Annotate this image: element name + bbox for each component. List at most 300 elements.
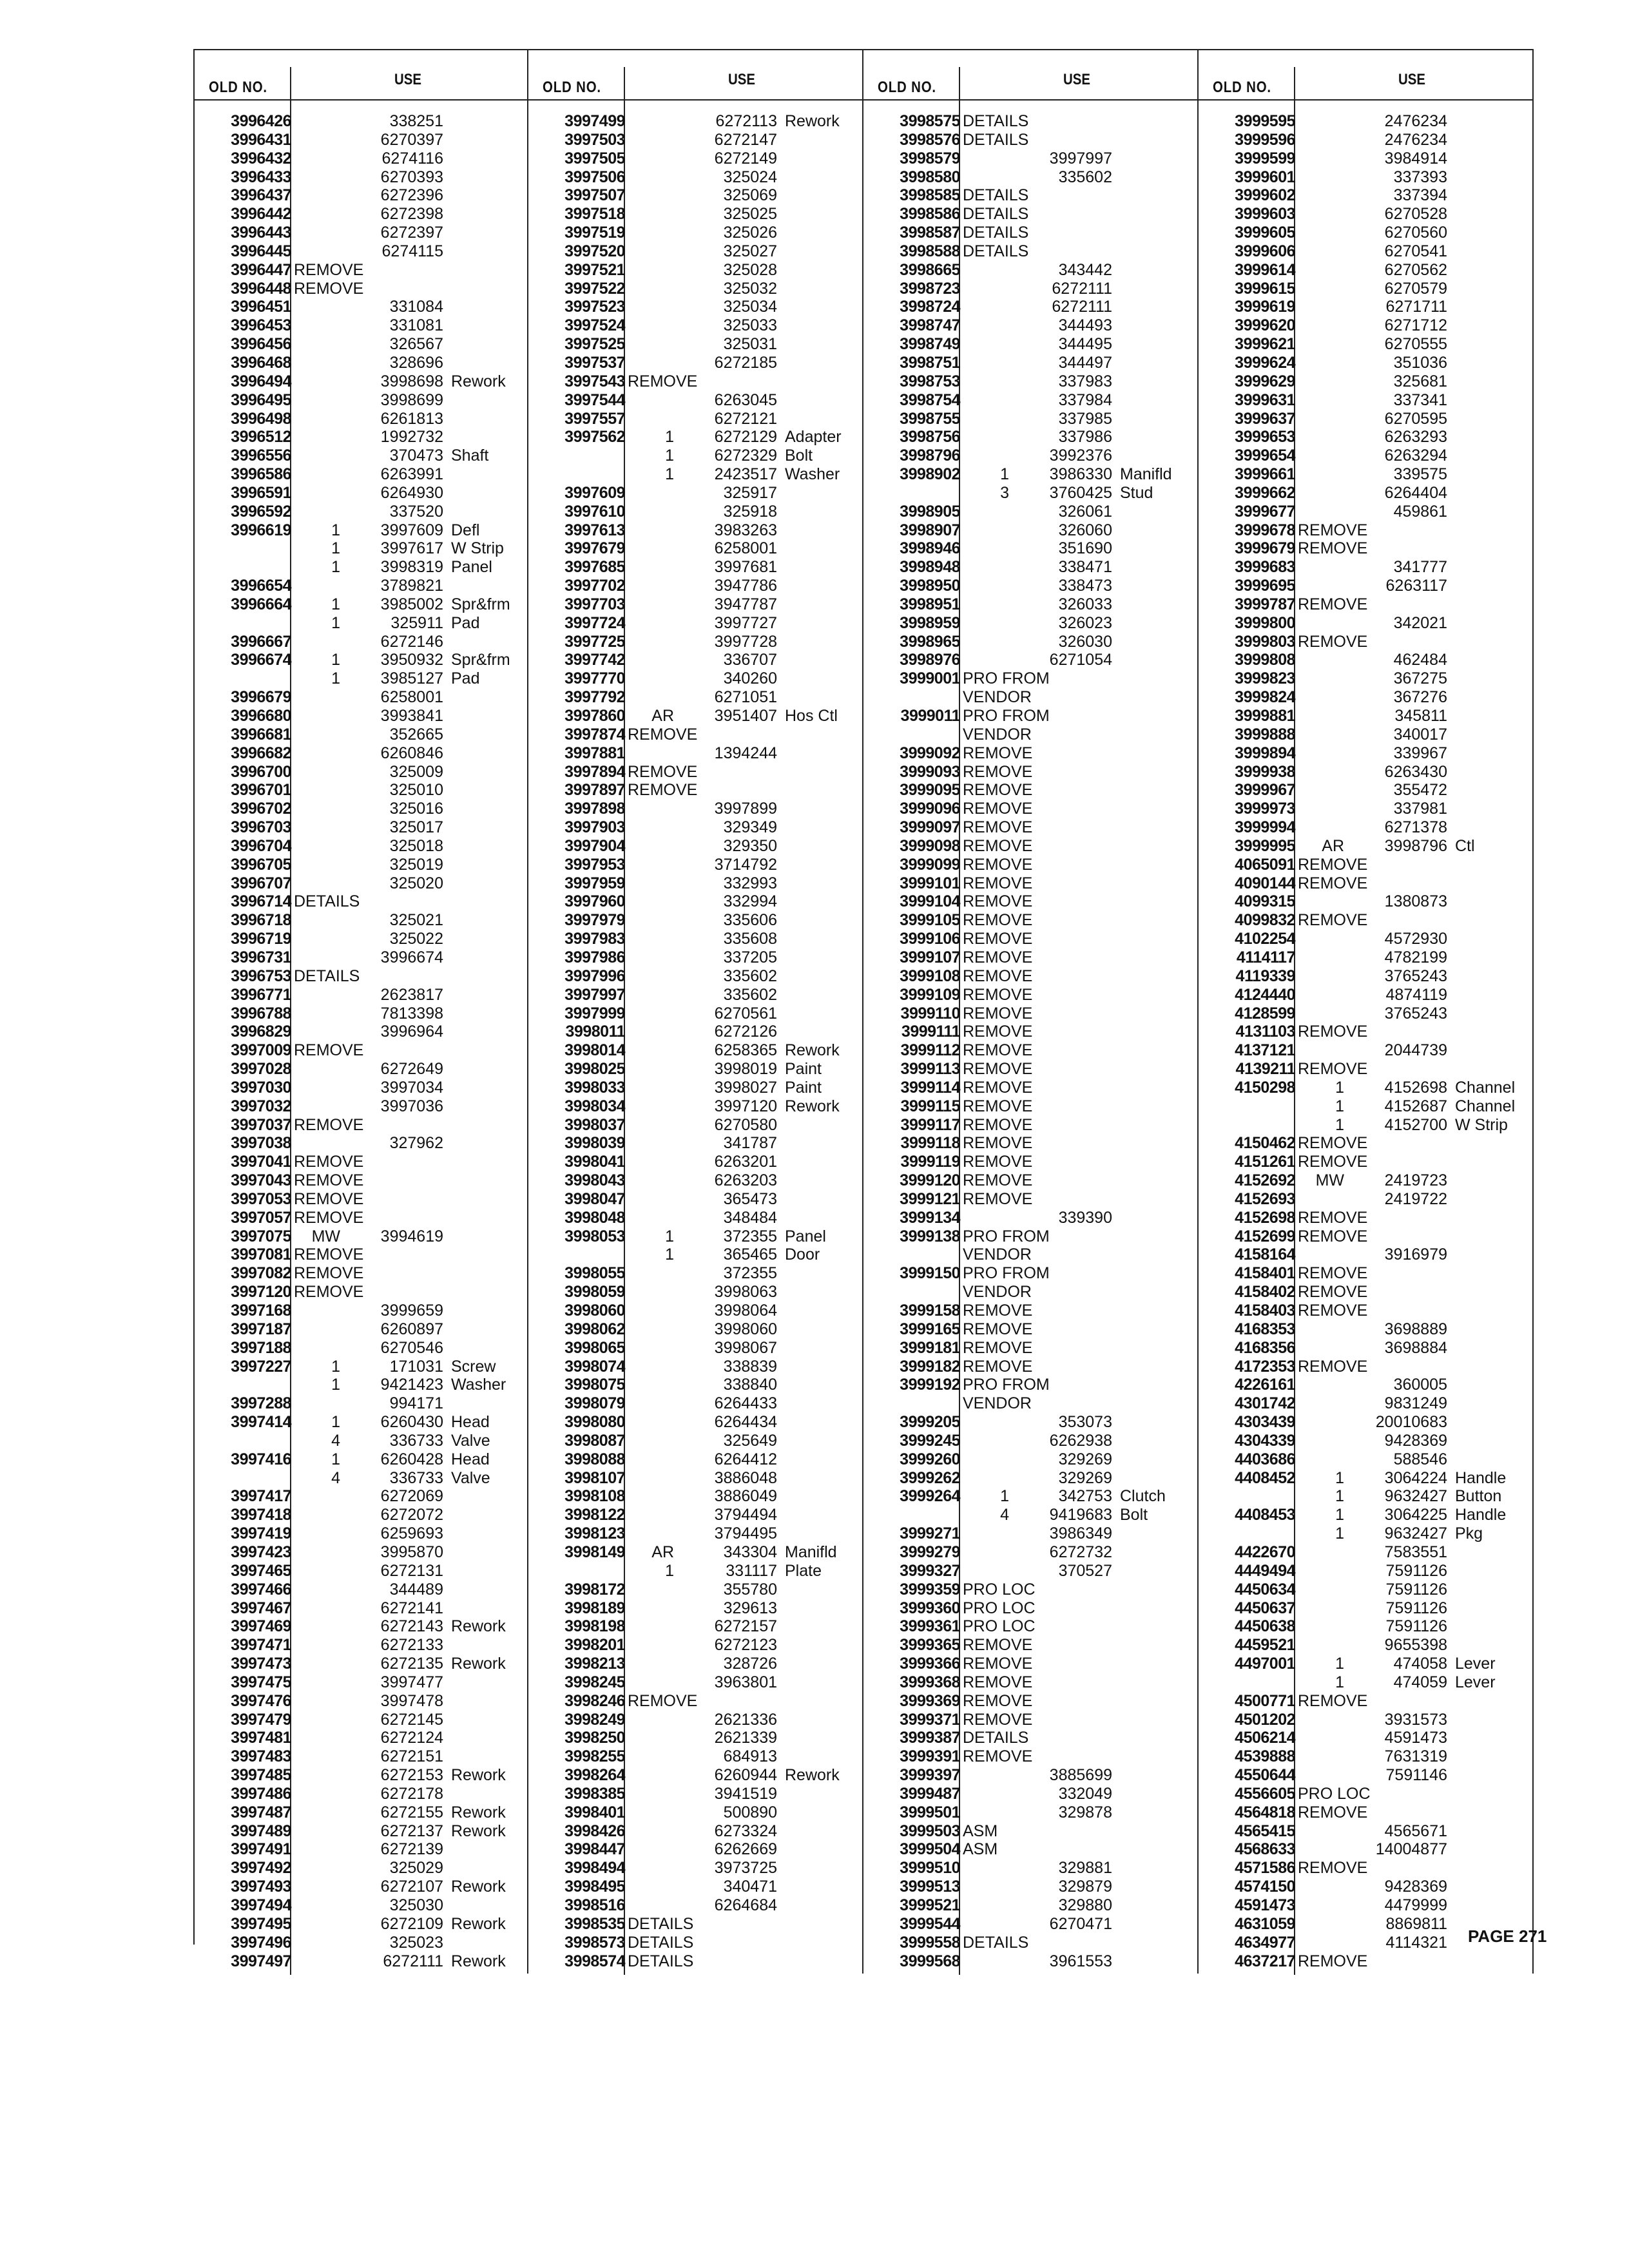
table-row	[195, 669, 528, 688]
old-number: 3998756	[900, 428, 960, 447]
old-number: 3999823	[1235, 669, 1295, 688]
old-number: 3999097	[900, 818, 960, 837]
old-number: 3997499	[564, 112, 625, 130]
status-text: REMOVE	[628, 725, 698, 744]
table-row	[1199, 1655, 1534, 1673]
old-number: 3997557	[564, 409, 625, 428]
table-row	[1199, 1581, 1534, 1599]
table-row	[1199, 948, 1534, 967]
old-number: 4450637	[1235, 1599, 1295, 1617]
use-number: 6270397	[380, 130, 443, 149]
table-row	[863, 242, 1199, 261]
old-number: 3999603	[1235, 205, 1295, 224]
old-number: 4574150	[1235, 1878, 1295, 1896]
old-number: 4150298	[1235, 1078, 1295, 1097]
status-text: REMOVE	[963, 1060, 1033, 1079]
old-number: 3999397	[900, 1766, 960, 1785]
old-number: 3998039	[564, 1134, 625, 1153]
table-row	[195, 280, 528, 298]
table-row	[528, 428, 863, 447]
table-row	[1199, 280, 1534, 298]
old-number: 3997120	[231, 1283, 291, 1302]
table-row	[195, 1358, 528, 1376]
table-row	[1199, 186, 1534, 205]
table-row	[195, 1060, 528, 1079]
use-number: 6271712	[1384, 316, 1447, 335]
status-text: REMOVE	[963, 1041, 1033, 1060]
use-number: 9831249	[1384, 1394, 1447, 1413]
old-number: 3999391	[900, 1747, 960, 1766]
old-number: 3998585	[900, 186, 960, 205]
use-number: 328696	[389, 353, 443, 372]
old-number: 3999192	[900, 1376, 960, 1394]
table-row	[863, 1766, 1199, 1785]
table-row	[1199, 1079, 1534, 1097]
old-number: 3996445	[231, 242, 291, 260]
use-number: 3997997	[1049, 149, 1112, 168]
table-row	[863, 1376, 1199, 1394]
old-number: 4158164	[1235, 1245, 1295, 1264]
old-number: 3996731	[231, 948, 291, 966]
table-column-3	[863, 50, 1199, 1970]
table-row	[528, 781, 863, 800]
table-row	[1199, 1320, 1534, 1339]
table-row	[1199, 1562, 1534, 1581]
use-number: 325032	[723, 279, 777, 298]
table-row	[863, 1673, 1199, 1692]
old-number: 3998060	[564, 1302, 625, 1320]
table-row	[528, 1394, 863, 1413]
table-row	[863, 1060, 1199, 1079]
old-number: 3998059	[564, 1283, 625, 1302]
quantity: 1	[665, 428, 674, 447]
use-number: 7591146	[1385, 1766, 1447, 1785]
table-row	[195, 837, 528, 856]
old-number: 3997168	[231, 1302, 291, 1320]
status-text: REMOVE	[1298, 1952, 1368, 1970]
use-number: 6272135	[380, 1655, 443, 1673]
use-number: 3985002	[380, 595, 443, 613]
table-row	[528, 1264, 863, 1283]
table-row	[195, 1747, 528, 1766]
table-row	[528, 484, 863, 503]
old-number: 3999487	[900, 1784, 960, 1803]
old-number: 3997467	[231, 1599, 291, 1617]
old-number: 3999678	[1235, 521, 1295, 539]
use-number: 6270541	[1384, 242, 1447, 260]
use-number: 6263430	[1384, 762, 1447, 781]
use-number: 325020	[389, 874, 443, 892]
use-number: 335602	[723, 966, 777, 985]
table-row	[195, 186, 528, 205]
table-row	[528, 1878, 863, 1896]
table-row	[528, 595, 863, 614]
table-row	[528, 1896, 863, 1915]
old-number: 3996447	[231, 260, 291, 279]
table-row	[1199, 1209, 1534, 1227]
status-text: REMOVE	[1298, 539, 1368, 558]
table-row	[528, 1190, 863, 1209]
table-row	[528, 316, 863, 335]
use-number: 351036	[1393, 353, 1447, 372]
table-row	[528, 669, 863, 688]
use-number: 340471	[723, 1878, 777, 1896]
use-number: 325022	[389, 930, 443, 948]
use-number: 3984914	[1384, 149, 1447, 168]
table-row	[1199, 503, 1534, 521]
old-number: 4139211	[1235, 1060, 1295, 1079]
table-row	[195, 521, 528, 540]
table-row	[528, 1543, 863, 1562]
old-number: 3999096	[900, 800, 960, 818]
table-row	[863, 1227, 1199, 1246]
old-number: 4158402	[1235, 1283, 1295, 1302]
old-number: 3999099	[900, 855, 960, 874]
table-row	[528, 1952, 863, 1971]
use-number: 6272072	[380, 1506, 443, 1524]
status-text: PRO LOC	[963, 1617, 1036, 1636]
table-row	[863, 1859, 1199, 1878]
table-row	[1199, 465, 1534, 484]
old-number: 3996680	[231, 707, 291, 725]
part-description: Hos Ctl	[785, 707, 838, 725]
use-number: 3973725	[714, 1859, 777, 1878]
old-number: 3999150	[900, 1264, 960, 1283]
table-row	[1199, 224, 1534, 242]
status-text: DETAILS	[963, 1933, 1029, 1952]
table-row	[863, 1617, 1199, 1636]
old-number: 3998080	[564, 1413, 625, 1432]
use-number: 6272131	[380, 1561, 443, 1580]
old-number: 3998062	[564, 1320, 625, 1338]
quantity: 1	[1335, 1097, 1344, 1115]
quantity: AR	[1322, 836, 1344, 855]
use-number: 329350	[723, 836, 777, 855]
old-number: 3997417	[231, 1487, 291, 1506]
old-number: 3999894	[1235, 744, 1295, 762]
use-number: 3064224	[1384, 1468, 1447, 1487]
use-number: 348484	[723, 1208, 777, 1227]
table-row	[1199, 986, 1534, 1004]
table-row	[528, 688, 863, 707]
table-row	[863, 948, 1199, 967]
use-number: 6271054	[1049, 651, 1112, 669]
use-number: 6272143	[380, 1617, 443, 1636]
use-number: 326030	[1058, 632, 1112, 651]
table-row	[195, 633, 528, 651]
use-number: 6263293	[1384, 428, 1447, 447]
old-number: 3999881	[1235, 707, 1295, 725]
table-row	[1199, 1116, 1534, 1135]
status-text: DETAILS	[963, 186, 1029, 205]
table-row	[195, 1581, 528, 1599]
status-text: REMOVE	[963, 948, 1033, 966]
old-number: 3998041	[564, 1153, 625, 1171]
table-row	[195, 1023, 528, 1041]
old-number: 3999134	[900, 1208, 960, 1227]
use-number: 338840	[723, 1376, 777, 1394]
old-number: 3997473	[231, 1655, 291, 1673]
use-header: USE	[394, 71, 421, 88]
old-number: 3998587	[900, 224, 960, 242]
old-number: 3996437	[231, 186, 291, 205]
status-text: REMOVE	[1298, 855, 1368, 874]
table-row	[528, 1245, 863, 1264]
table-row	[528, 280, 863, 298]
table-row	[1199, 892, 1534, 911]
status-text: REMOVE	[963, 1189, 1033, 1208]
table-row	[195, 1896, 528, 1915]
use-number: 6270580	[714, 1115, 777, 1134]
old-number: 3998665	[900, 260, 960, 279]
table-row	[528, 1450, 863, 1469]
old-number: 3999138	[900, 1227, 960, 1245]
table-row	[863, 1487, 1199, 1506]
old-number: 3999092	[900, 744, 960, 762]
old-number: 3996719	[231, 930, 291, 948]
table-row	[195, 1952, 528, 1971]
use-number: 3996964	[380, 1023, 443, 1041]
status-text: PRO FROM	[963, 707, 1050, 725]
use-number: 2621339	[714, 1729, 777, 1747]
table-row	[1199, 1264, 1534, 1283]
status-text: REMOVE	[1298, 632, 1368, 651]
status-text: VENDOR	[963, 725, 1032, 744]
old-number: 3996667	[231, 632, 291, 651]
use-number: 6272649	[380, 1060, 443, 1079]
status-text: REMOVE	[963, 1302, 1033, 1320]
old-number: 3999695	[1235, 577, 1295, 595]
part-description: Shaft	[451, 447, 489, 465]
use-number: 3997034	[380, 1078, 443, 1097]
old-number: 3997506	[564, 168, 625, 186]
table-row	[1199, 316, 1534, 335]
old-number: 3998951	[900, 595, 960, 613]
table-row	[863, 298, 1199, 316]
table-row	[528, 763, 863, 782]
part-description: Rework	[451, 1655, 506, 1673]
table-row	[195, 205, 528, 224]
old-number: 3998122	[564, 1506, 625, 1524]
part-description: Pkg	[1455, 1524, 1483, 1543]
table-row	[863, 1339, 1199, 1358]
use-number: 367275	[1393, 669, 1447, 688]
use-number: 6264930	[380, 483, 443, 502]
table-row	[1199, 1394, 1534, 1413]
use-number: 6272155	[380, 1803, 443, 1821]
table-row	[195, 818, 528, 837]
status-text: VENDOR	[963, 1283, 1032, 1302]
table-row	[863, 669, 1199, 688]
old-number: 3998074	[564, 1357, 625, 1376]
use-number: 370473	[389, 447, 443, 465]
use-number: 3997681	[714, 558, 777, 577]
use-number: 325009	[389, 762, 443, 781]
old-number: 3999264	[900, 1487, 960, 1506]
table-row	[863, 1599, 1199, 1618]
old-number: 3999596	[1235, 130, 1295, 149]
old-number: 3997423	[231, 1542, 291, 1561]
table-row	[1199, 1190, 1534, 1209]
old-number: 3999803	[1235, 632, 1295, 651]
use-number: 3998019	[714, 1060, 777, 1079]
use-number: 6260428	[380, 1450, 443, 1468]
use-number: 2621336	[714, 1710, 777, 1729]
old-number: 3998025	[564, 1060, 625, 1079]
table-row	[1199, 1469, 1534, 1488]
old-no-header: OLD NO.	[543, 79, 601, 96]
table-row	[528, 1747, 863, 1766]
status-text: PRO FROM	[963, 1264, 1050, 1283]
old-number: 4449494	[1235, 1561, 1295, 1580]
part-description: Panel	[785, 1227, 826, 1245]
old-number: 4501202	[1235, 1710, 1295, 1729]
use-number: 3986349	[1049, 1524, 1112, 1543]
table-row	[863, 1747, 1199, 1766]
old-number: 3999117	[900, 1115, 960, 1134]
table-row	[863, 1915, 1199, 1934]
old-number: 3998749	[900, 335, 960, 354]
part-description: Head	[451, 1450, 490, 1468]
table-row	[863, 224, 1199, 242]
old-number: 3996701	[231, 781, 291, 800]
use-number: 6272397	[380, 224, 443, 242]
use-number: 6263045	[714, 390, 777, 409]
status-text: DETAILS	[963, 242, 1029, 260]
old-number: 3999262	[900, 1468, 960, 1487]
old-no-header: OLD NO.	[209, 79, 267, 96]
part-description: Lever	[1455, 1673, 1496, 1691]
use-number: 2419722	[1384, 1189, 1447, 1208]
use-number: 328726	[723, 1655, 777, 1673]
use-number: 3916979	[1384, 1245, 1447, 1264]
table-row	[1199, 1023, 1534, 1041]
use-number: 338473	[1058, 577, 1112, 595]
old-number: 3996426	[231, 112, 291, 130]
use-number: 3994619	[380, 1227, 443, 1245]
table-row	[528, 186, 863, 205]
old-number: 3996654	[231, 577, 291, 595]
old-number: 3998087	[564, 1431, 625, 1450]
use-number: 459861	[1393, 502, 1447, 521]
table-row	[863, 1097, 1199, 1116]
table-row	[195, 558, 528, 577]
old-number: 3997032	[231, 1097, 291, 1115]
table-row	[1199, 577, 1534, 595]
old-number: 3998588	[900, 242, 960, 260]
old-number: 3997523	[564, 298, 625, 316]
old-number: 3996788	[231, 1004, 291, 1023]
status-text: REMOVE	[1298, 1060, 1368, 1079]
status-text: REMOVE	[294, 1115, 364, 1134]
old-number: 3997544	[564, 390, 625, 409]
old-number: 3996498	[231, 409, 291, 428]
status-text: REMOVE	[294, 1041, 364, 1060]
old-number: 3999629	[1235, 372, 1295, 390]
table-row	[528, 1506, 863, 1524]
table-row	[195, 1692, 528, 1711]
table-row	[863, 1413, 1199, 1432]
status-text: PRO LOC	[963, 1580, 1036, 1599]
old-number: 3997522	[564, 279, 625, 298]
old-number: 3999112	[900, 1041, 960, 1060]
old-number: 3999121	[900, 1189, 960, 1208]
quantity: 1	[331, 521, 340, 539]
table-row	[1199, 131, 1534, 149]
old-number: 4539888	[1235, 1747, 1295, 1766]
use-number: 367276	[1393, 688, 1447, 707]
table-row	[863, 1469, 1199, 1488]
old-number: 3999365	[900, 1636, 960, 1655]
old-number: 3996679	[231, 688, 291, 707]
table-row	[863, 707, 1199, 726]
use-number: 3963801	[714, 1673, 777, 1691]
status-text: REMOVE	[963, 1134, 1033, 1153]
table-row	[195, 1302, 528, 1320]
old-number: 3997505	[564, 149, 625, 168]
table-row	[528, 465, 863, 484]
table-row	[863, 205, 1199, 224]
use-number: 341777	[1393, 558, 1447, 577]
old-number: 3997904	[564, 836, 625, 855]
use-number: 3886049	[714, 1487, 777, 1506]
row-list	[528, 112, 863, 1970]
table-row	[1199, 1134, 1534, 1153]
table-row	[528, 856, 863, 874]
table-row	[1199, 1878, 1534, 1896]
old-number: 3998959	[900, 613, 960, 632]
table-row	[863, 1283, 1199, 1302]
table-row	[195, 298, 528, 316]
old-number: 3999101	[900, 874, 960, 892]
use-number: 3064225	[1384, 1506, 1447, 1524]
table-row	[195, 1134, 528, 1153]
old-number: 3999106	[900, 930, 960, 948]
status-text: REMOVE	[1298, 1302, 1368, 1320]
old-number: 3997481	[231, 1729, 291, 1747]
use-number: 325016	[389, 800, 443, 818]
use-number: 6272109	[380, 1914, 443, 1933]
use-number: 6272151	[380, 1747, 443, 1766]
table-row	[195, 503, 528, 521]
table-row	[195, 595, 528, 614]
table-row	[1199, 1822, 1534, 1841]
use-number: 336707	[723, 651, 777, 669]
table-column-2	[528, 50, 863, 1970]
status-text: REMOVE	[963, 781, 1033, 800]
quantity: 3	[1000, 483, 1009, 502]
old-number: 3998902	[900, 465, 960, 484]
old-number: 3998574	[564, 1952, 625, 1970]
use-number: 326061	[1058, 502, 1112, 521]
use-number: 342753	[1058, 1487, 1112, 1506]
use-number: 337981	[1393, 800, 1447, 818]
old-number: 3999504	[900, 1840, 960, 1859]
old-number: 3996456	[231, 335, 291, 354]
use-number: 6270555	[1384, 335, 1447, 354]
status-text: REMOVE	[963, 800, 1033, 818]
old-number: 3996494	[231, 372, 291, 390]
old-number: 3996753	[231, 966, 291, 985]
table-row	[195, 892, 528, 911]
old-number: 3998747	[900, 316, 960, 335]
status-text: DETAILS	[963, 224, 1029, 242]
use-number: 4152700	[1384, 1115, 1447, 1134]
old-number: 3999107	[900, 948, 960, 966]
quantity: 1	[331, 1450, 340, 1468]
table-row	[1199, 669, 1534, 688]
table-row	[1199, 558, 1534, 577]
